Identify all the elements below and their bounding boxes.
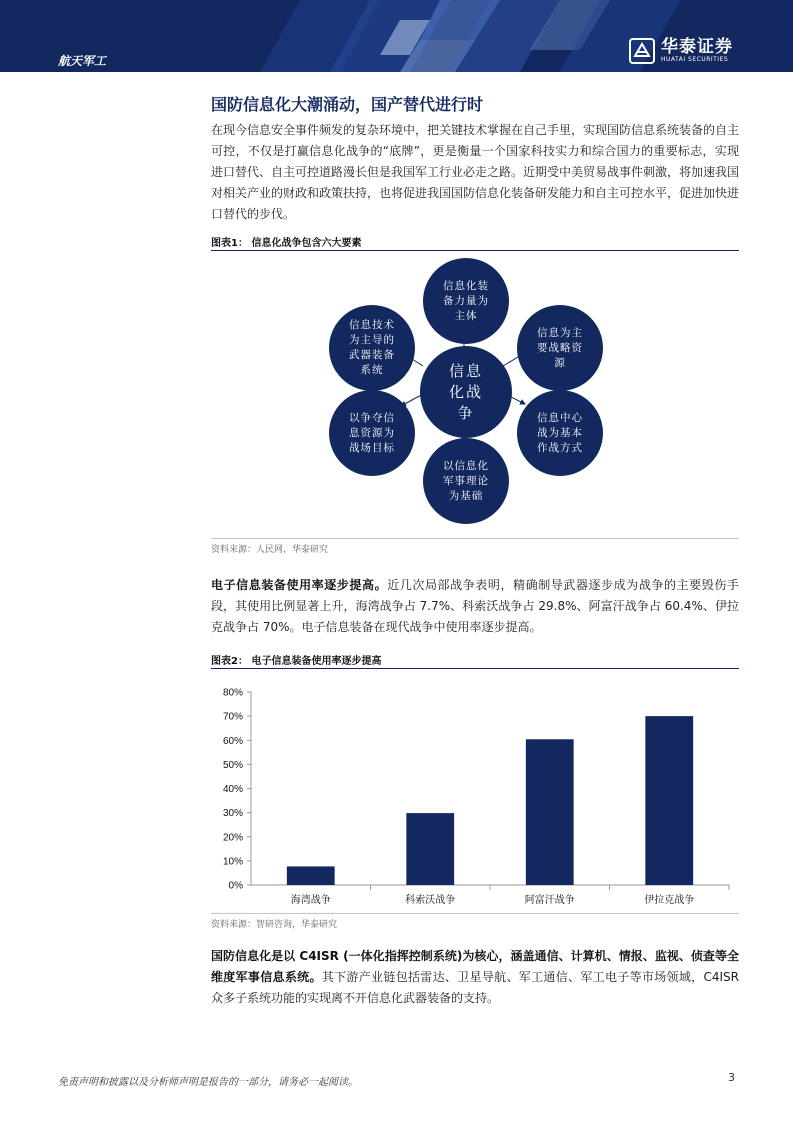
node-center: 信息化战争 <box>420 346 512 438</box>
node-bottom: 以信息化军事理论为基础 <box>423 438 509 524</box>
huatai-logo-icon <box>629 38 655 64</box>
six-elements-diagram <box>211 258 739 536</box>
bar <box>287 866 335 885</box>
figure2-bottom-rule <box>211 913 739 914</box>
node-upper-left: 信息技术为主导的武器装备系统 <box>329 305 415 391</box>
x-tick-label: 阿富汗战争 <box>524 895 575 906</box>
footer-disclaimer: 免责声明和披露以及分析师声明是报告的一部分，请务必一起阅读。 <box>58 1077 358 1088</box>
figure1-bottom-rule <box>211 538 739 539</box>
brand-name-en: HUATAI SECURITIES <box>661 56 729 63</box>
usage-rate-bar-chart <box>211 678 739 910</box>
paragraph-c4isr <box>211 946 739 1009</box>
y-tick-label: 80% <box>222 687 243 699</box>
x-tick-label: 海湾战争 <box>290 895 331 906</box>
node-lower-right: 信息中心战为基本作战方式 <box>517 390 603 476</box>
bar <box>526 739 574 885</box>
figure1-top-rule <box>211 250 739 251</box>
page-title: 国防信息化大潮涌动，国产替代进行时 <box>211 95 484 114</box>
y-tick-label: 20% <box>222 832 243 844</box>
paragraph-c4isr-lead: 国防信息化是以 C4ISR (一体化指挥控制系统)为核心，涵盖通信、计算机、情报、监视、侦查等全维度军事信息系统。 <box>211 949 739 984</box>
paragraph-usage-rate <box>211 575 739 638</box>
header-banner <box>0 0 793 72</box>
node-lower-left: 以争夺信息资源为战场目标 <box>329 390 415 476</box>
figure1-source: 资料来源：人民网，华泰研究 <box>211 545 329 555</box>
x-tick-label: 科索沃战争 <box>405 895 456 906</box>
y-tick-label: 30% <box>222 808 243 820</box>
figure1-label: 图表1： 信息化战争包含六大要素 <box>211 238 362 249</box>
page-number: 3 <box>728 1071 735 1084</box>
paragraph-usage-rate-lead: 电子信息装备使用率逐步提高。 <box>211 578 388 592</box>
brand <box>629 38 733 64</box>
y-tick-label: 0% <box>228 880 243 892</box>
figure2-label: 图表2： 电子信息装备使用率逐步提高 <box>211 656 382 667</box>
bar <box>406 813 454 885</box>
y-tick-label: 10% <box>222 856 243 868</box>
bar <box>645 716 693 885</box>
intro-paragraph: 在现今信息安全事件频发的复杂环境中，把关键技术掌握在自己手里，实现国防信息系统装备的自主可控，不仅是打赢信息化战争的“底牌”，更是衡量一个国家科技实力和综合国力的重要标志，实现进口替代、自主可控道路漫长但是我国军工行业必走之路。近期受中美贸易战事件刺激，将加速我国对相关产业的财政和政策扶持，也将促进我国国防信息化装备研发能力和自主可控水平，促进加快进口替代的步伐。 <box>211 123 740 221</box>
paragraph-usage-rate-body: 近几次局部战争表明，精确制导武器逐步成为战争的主要毁伤手段，其使用比例显著上升，海湾战争占 7.7%、科索沃战争占 29.8%、阿富汗战争占 60.4%、伊拉克战争占 70%。电子信息装备在现代战争中使用率逐步提高。 <box>211 578 739 634</box>
y-tick-label: 50% <box>222 759 243 771</box>
y-tick-label: 70% <box>222 711 243 723</box>
node-upper-right: 信息为主要战略资源 <box>517 305 603 391</box>
section-label: 航天军工 <box>58 54 107 68</box>
node-top: 信息化装备力量为主体 <box>423 258 509 344</box>
paragraph-c4isr-body: 其下游产业链包括雷达、卫星导航、军工通信、军工电子等市场领域，C4ISR 众多子系统功能的实现离不开信息化武器装备的支持。 <box>211 970 739 1005</box>
y-tick-label: 40% <box>222 784 243 795</box>
y-tick-label: 60% <box>222 735 243 747</box>
figure2-top-rule <box>211 668 739 669</box>
brand-name-cn: 华泰证券 <box>661 37 733 57</box>
x-tick-label: 伊拉克战争 <box>644 895 695 906</box>
figure2-source: 资料来源：智研咨询，华泰研究 <box>211 920 338 930</box>
